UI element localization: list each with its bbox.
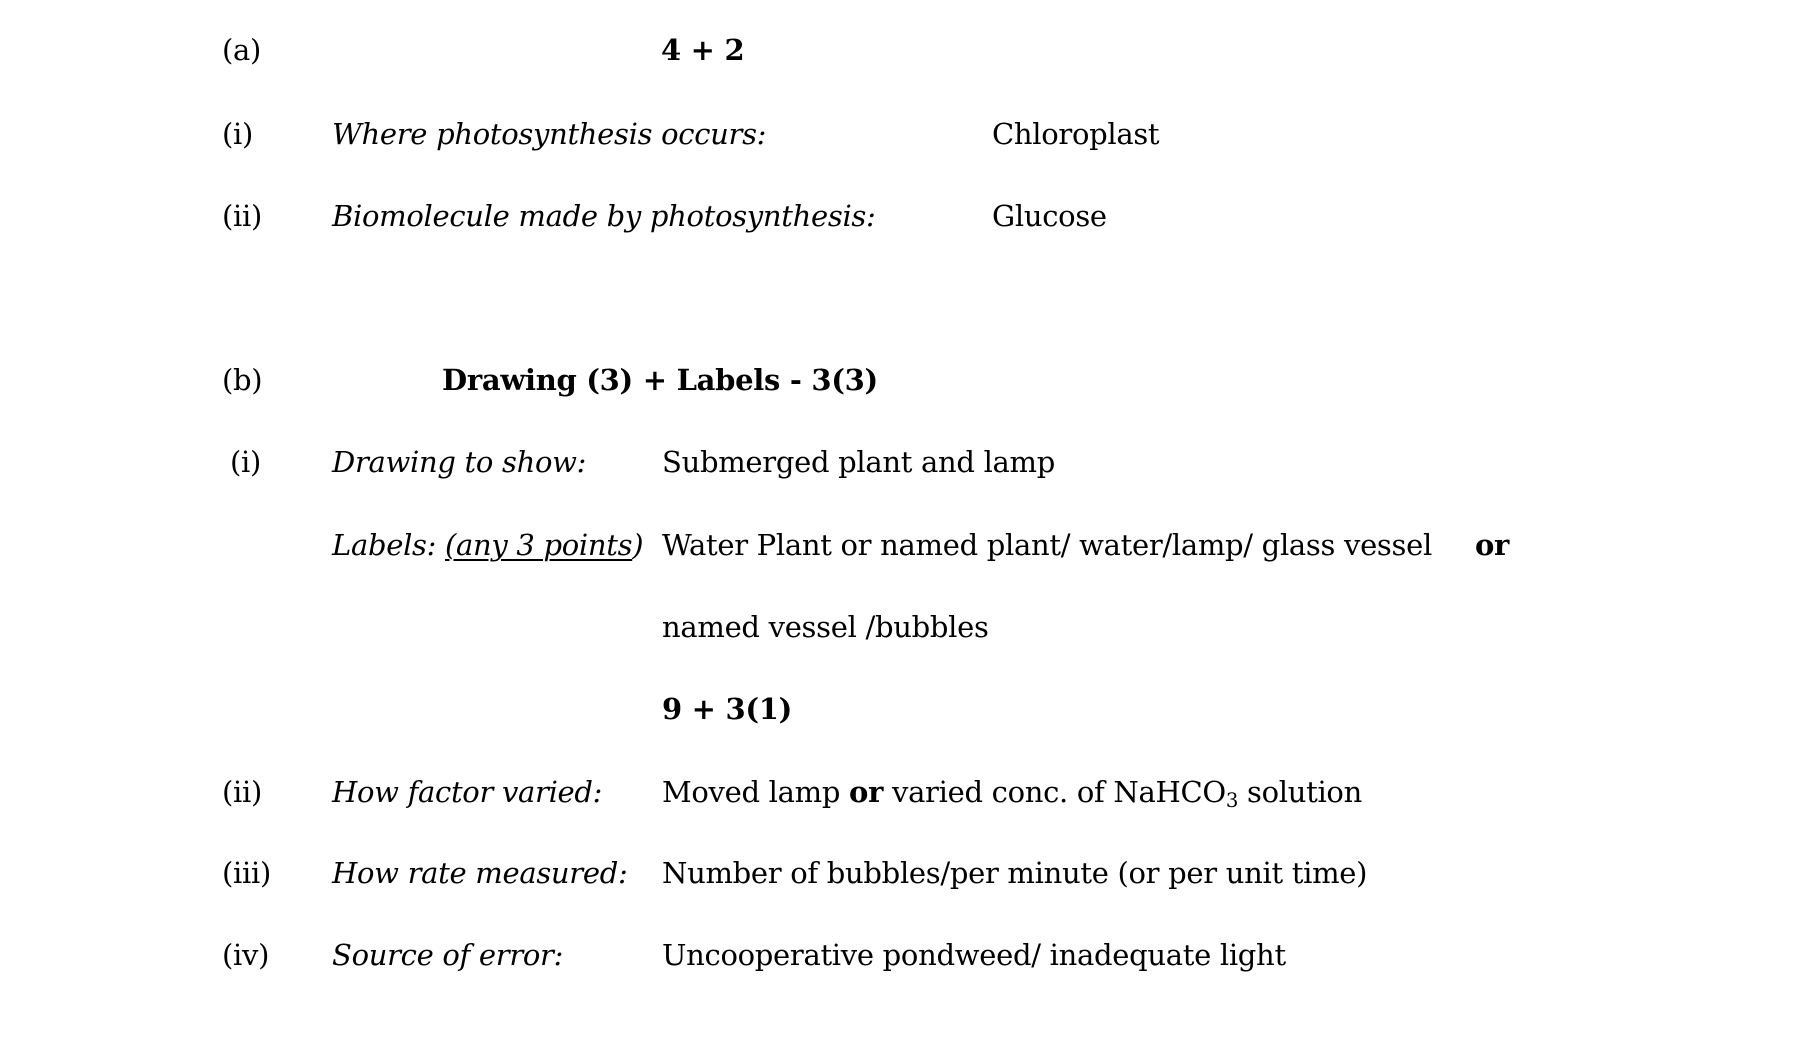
- part-b-heading: Drawing (3) + Labels - 3(3): [442, 363, 878, 397]
- labels-any-3-points: (any 3 points: [445, 528, 633, 562]
- labels-answer-line-1: Water Plant or named plant/ water/lamp/ glass vessel: [662, 528, 1432, 562]
- part-b-iii-question: How rate measured:: [332, 856, 628, 890]
- part-b-ii-answer: [662, 772, 1362, 812]
- subscript-3: 3: [1225, 788, 1239, 812]
- part-b-iii-number: (iii): [222, 856, 271, 890]
- part-a-ii-answer: Glucose: [992, 199, 1107, 233]
- part-b-iv-question: Source of error:: [332, 938, 564, 972]
- part-b-marks: 9 + 3(1): [662, 692, 793, 726]
- part-a-marks: 4 + 2: [661, 33, 745, 67]
- answer-part-2: varied conc. of NaHCO: [883, 775, 1226, 809]
- labels-instruction: [332, 525, 643, 565]
- part-b-iv-answer: Uncooperative pondweed/ inadequate light: [662, 938, 1286, 972]
- part-b-iii-answer: Number of bubbles/per minute (or per unit time): [662, 856, 1368, 890]
- part-b-iv-number: (iv): [222, 938, 270, 972]
- labels-suffix: ): [632, 528, 644, 562]
- part-b-ii-number: (ii): [222, 775, 262, 809]
- part-a-i-answer: Chloroplast: [992, 117, 1160, 151]
- labels-answer-line-2: named vessel /bubbles: [662, 610, 989, 644]
- part-a-ii-question: Biomolecule made by photosynthesis:: [332, 199, 876, 233]
- part-b-i-question: Drawing to show:: [332, 445, 587, 479]
- labels-prefix: Labels:: [332, 528, 446, 562]
- part-b-ii-question: How factor varied:: [332, 775, 603, 809]
- part-b-i-number: (i): [230, 445, 262, 479]
- part-a-ii-number: (ii): [222, 199, 262, 233]
- part-b-i-answer: Submerged plant and lamp: [662, 445, 1055, 479]
- part-a-i-question: Where photosynthesis occurs:: [332, 117, 767, 151]
- answer-part-3: solution: [1238, 775, 1362, 809]
- part-a-label: (a): [222, 33, 262, 67]
- labels-or: or: [1475, 528, 1510, 562]
- part-a-i-number: (i): [222, 117, 254, 151]
- answer-part-1: Moved lamp: [662, 775, 850, 809]
- part-b-label: (b): [222, 363, 263, 397]
- answer-or: or: [849, 775, 884, 809]
